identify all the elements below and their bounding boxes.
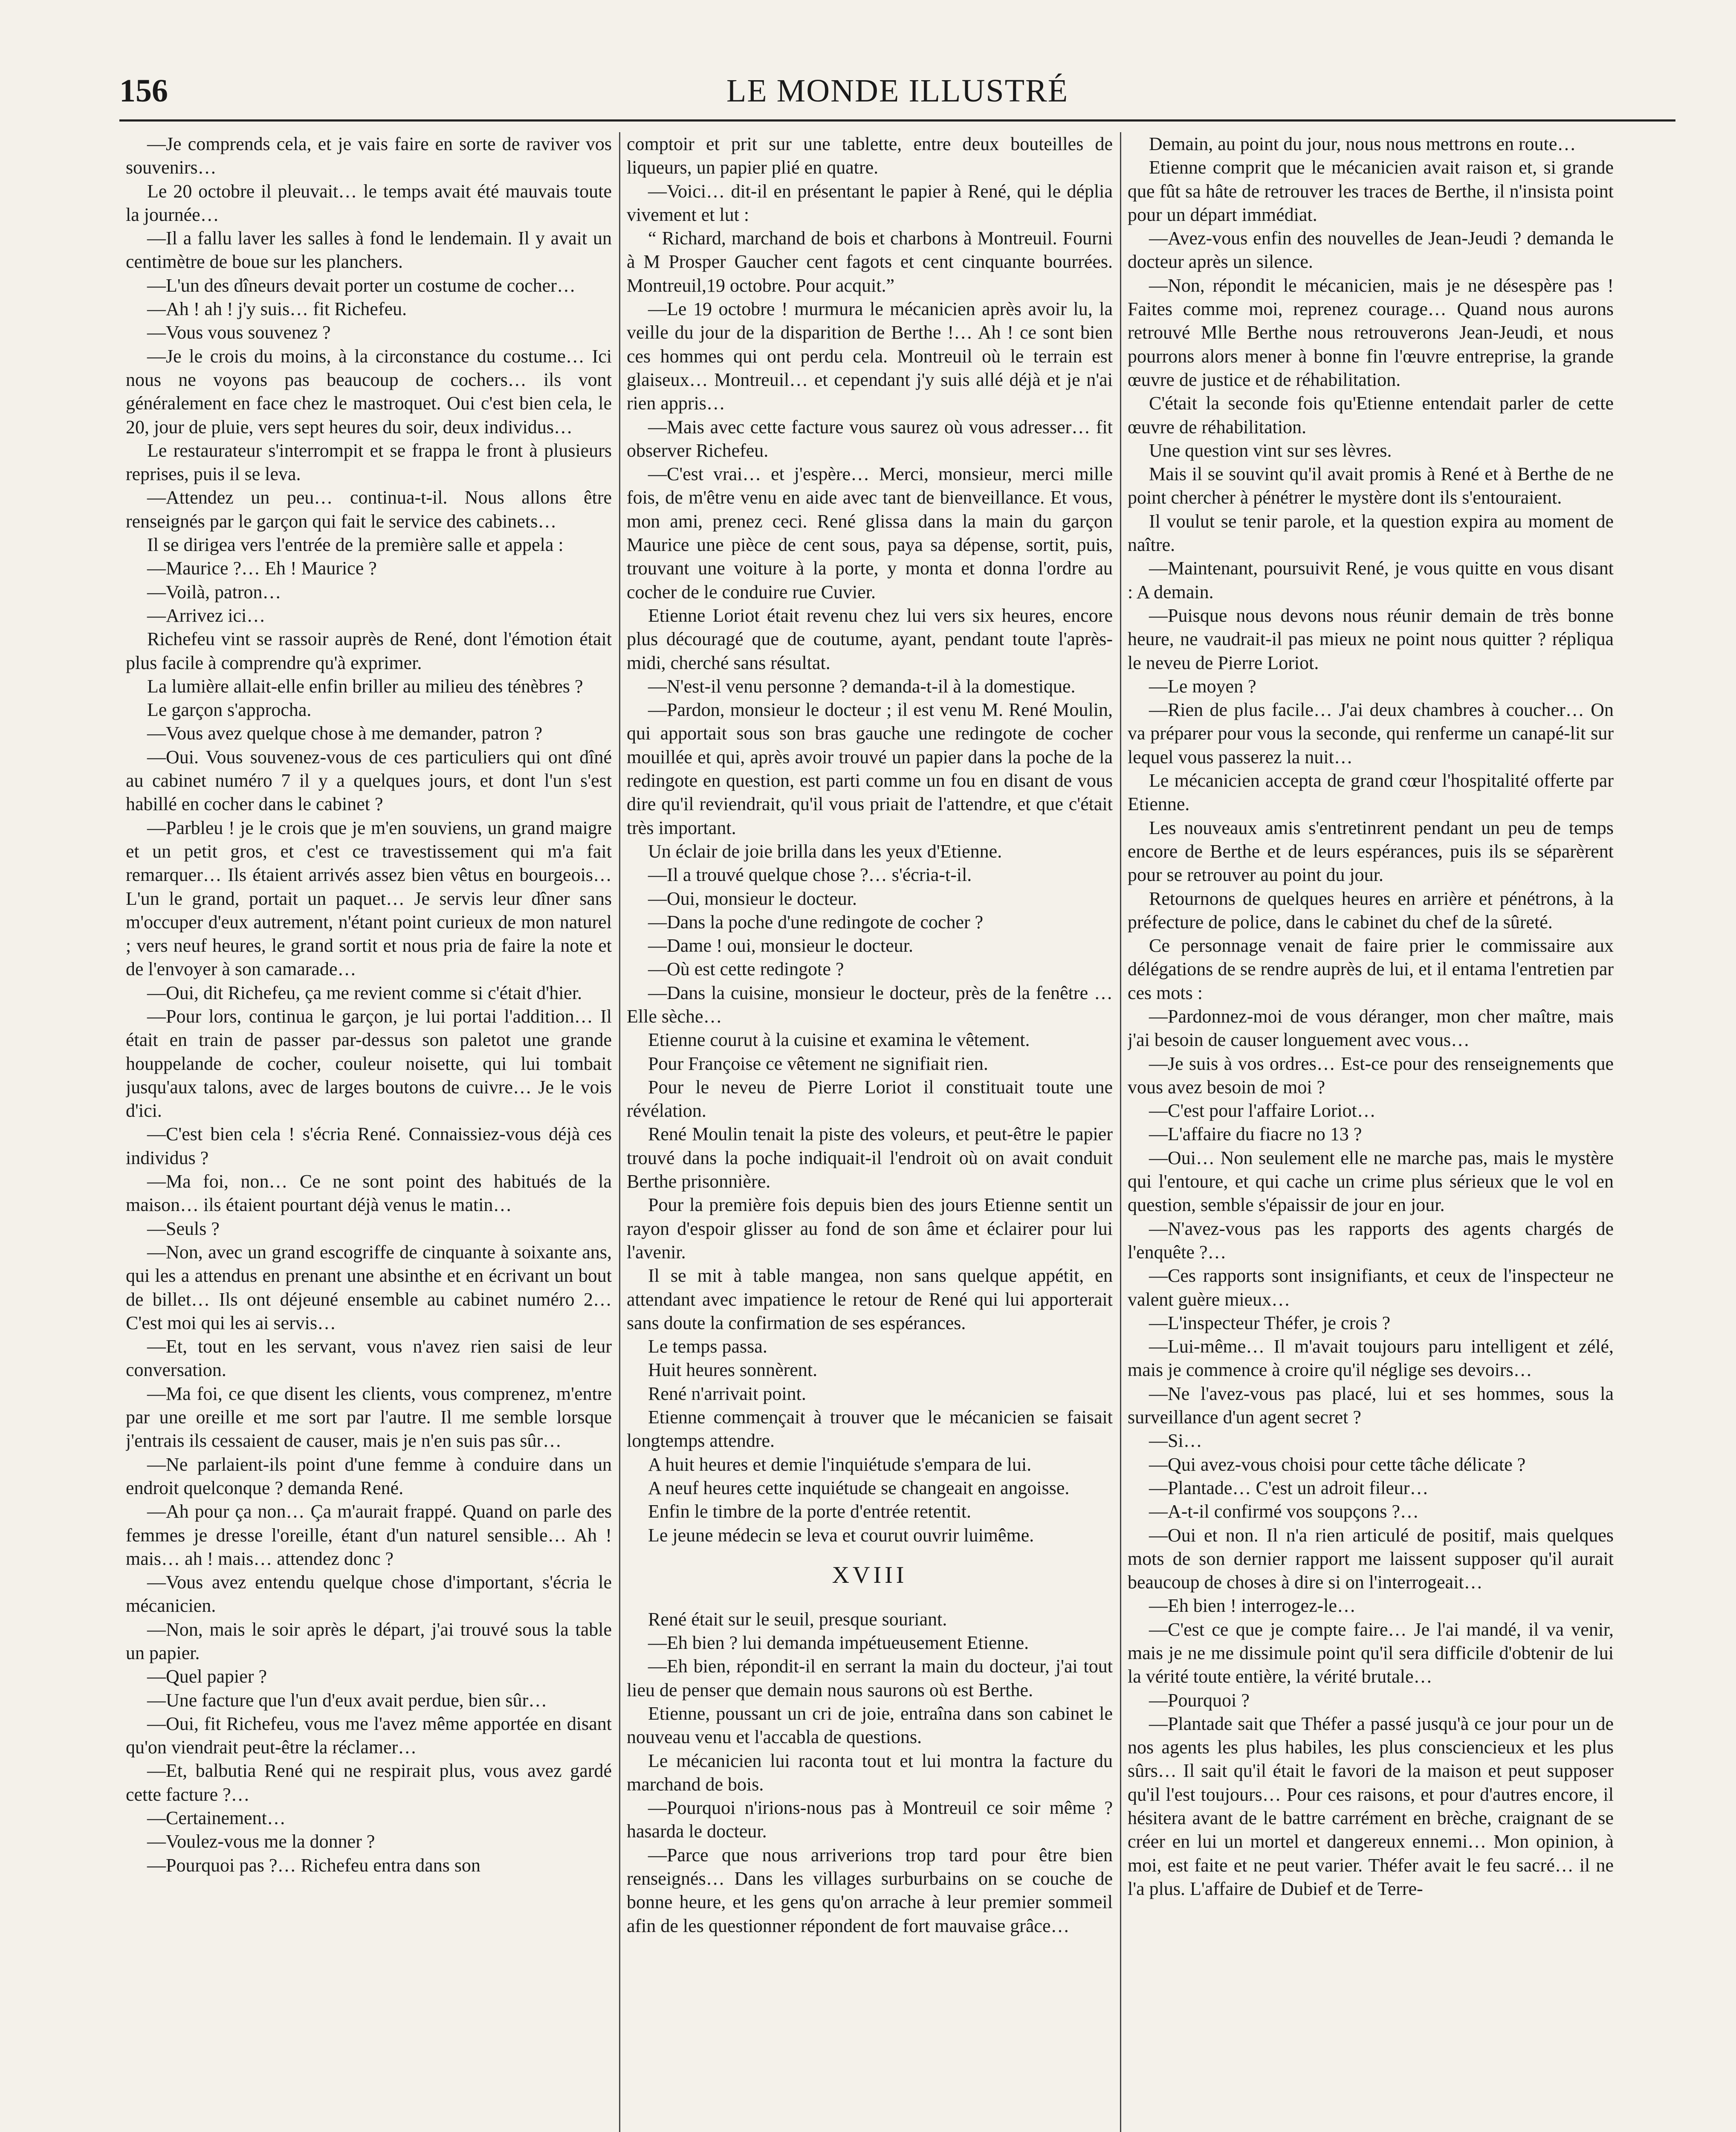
paragraph: —Vous avez entendu quelque chose d'important, s'écria le mécanicien. [126, 1572, 612, 1616]
paragraph: Etienne, poussant un cri de joie, entraîna dans son cabinet le nouveau venu et l'accabla de questions. [627, 1703, 1113, 1748]
paragraph: Un éclair de joie brilla dans les yeux d'Etienne. [648, 840, 1002, 862]
paragraph: —Si… [1149, 1430, 1202, 1451]
paragraph: —Non, répondit le mécanicien, mais je ne désespère pas ! Faites comme moi, reprenez courage… Quand nous aurons retrouvé Mlle Berthe nous retrouverons Jean-Jeudi, et nous pourrons alors mener à bonne fin l'œuvre entreprise, la grande œuvre de justice et de réhabilitation. [1128, 275, 1614, 390]
paragraph: Retournons de quelques heures en arrière et pénétrons, à la préfecture de police, dans le cabinet du chef de la sûreté. [1128, 888, 1614, 933]
paragraph: —Pourquoi ? [1149, 1689, 1250, 1711]
paragraph: A huit heures et demie l'inquiétude s'empara de lui. [648, 1454, 1032, 1475]
paragraph: Le mécanicien lui raconta tout et lui montra la facture du marchand de bois. [627, 1750, 1113, 1795]
paragraph: —Voici… dit-il en présentant le papier à René, qui le déplia vivement et lut : [627, 180, 1113, 225]
paragraph: —Le 19 octobre ! murmura le mécanicien après avoir lu, la veille du jour de la disparition de Berthe !… Ah ! ce sont bien ces hommes qui ont perdu cela. Montreuil où le terrain est glaiseux… Montreuil… et cependant j'y suis allé déjà et je n'ai rien appris… [627, 298, 1113, 414]
paragraph: Ce personnage venait de faire prier le commissaire aux délégations de se rendre auprès de lui, et il entama l'entretien par ces mots : [1128, 935, 1614, 1003]
paragraph: Une question vint sur ses lèvres. [1149, 440, 1392, 461]
column-divider [619, 132, 620, 2132]
paragraph: —Parce que nous arriverions trop tard pour être bien renseignés… Dans les villages surburbains on se couche de bonne heure, et les gens qu'on arrache à leur premier sommeil afin de les questionner répondent de fort mauvaise grâce… [627, 1844, 1113, 1936]
paragraph: —Voulez-vous me la donner ? [147, 1831, 375, 1852]
paragraph: —Ma foi, ce que disent les clients, vous comprenez, m'entre par une oreille et me sort par l'autre. Il me semble lorsque j'entrais ils cessaient de causer, mais je n'en suis pas sûr… [126, 1383, 612, 1451]
paragraph: —Parbleu ! je le crois que je m'en souviens, un grand maigre et un petit gros, et c'est ce travestissement qui m'a fait remarquer… Ils étaient arrivés assez bien vêtus en bourgeois… L'un le grand, portait un paquet… Je servis leur dîner sans m'occuper d'eux autrement, n'étant point curieux de mon naturel ; vers neuf heures, le grand sortit et nous pria de faire la note et de l'envoyer à son camarade… [126, 817, 612, 980]
paragraph: —Puisque nous devons nous réunir demain de très bonne heure, ne vaudrait-il pas mieux ne point nous quitter ? répliqua le neveu de Pierre Loriot. [1128, 605, 1614, 673]
paragraph: —C'est bien cela ! s'écria René. Connaissiez-vous déjà ces individus ? [126, 1124, 612, 1168]
paragraph: Demain, au point du jour, nous nous mettrons en route… [1149, 133, 1576, 154]
paragraph: —Je comprends cela, et je vais faire en sorte de raviver vos souvenirs… [126, 133, 612, 178]
paragraph: —Seuls ? [147, 1218, 220, 1239]
paragraph: —Certainement… [147, 1808, 286, 1829]
paragraph: Etienne courut à la cuisine et examina le vêtement. [648, 1029, 1030, 1051]
header-rule [119, 119, 1675, 122]
paragraph: —Oui. Vous souvenez-vous de ces particuliers qui ont dîné au cabinet numéro 7 il y a quelques jours, et dont l'un s'est habillé en cocher dans le cabinet ? [126, 746, 612, 815]
paragraph: —Non, avec un grand escogriffe de cinquante à soixante ans, qui les a attendus en prenant une absinthe et en écrivant un bout de billet… Ils ont déjeuné ensemble au cabinet numéro 2… C'est moi qui les ai servis… [126, 1241, 612, 1333]
paragraph: Il voulut se tenir parole, et la question expira au moment de naître. [1128, 510, 1614, 556]
paragraph: René était sur le seuil, presque souriant. [648, 1608, 947, 1630]
paragraph: —Pourquoi pas ?… Richefeu entra dans son [147, 1854, 481, 1876]
paragraph: La lumière allait-elle enfin briller au milieu des ténèbres ? [147, 675, 583, 697]
paragraph: comptoir et prit sur une tablette, entre deux bouteilles de liqueurs, un papier plié en quatre. [627, 133, 1113, 178]
paragraph: —Plantade sait que Théfer a passé jusqu'à ce jour pour un de nos agents les plus habiles, les plus consciencieux et les plus sûrs… Il sait qu'il était le favori de la maison et peut supposer qu'il l'est toujours… Pour ces raisons, et pour d'autres encore, il hésitera avant de le battre carrément en brèche, craignant de se créer en lui un mortel et dangereux ennemi… Mon opinion, à moi, est faite et ne peut varier. Théfer avait le feu sacré… il ne l'a plus. L'affaire de Dubief et de Terre- [1128, 1713, 1614, 1899]
column-divider [1120, 132, 1121, 2132]
paragraph: —Je le crois du moins, à la circonstance du costume… Ici nous ne voyons pas beaucoup de cochers… ils vont généralement en face chez le mastroquet. Oui c'est bien cela, le 20, jour de pluie, vers sept heures du soir, deux individus… [126, 345, 612, 437]
paragraph: C'était la seconde fois qu'Etienne entendait parler de cette œuvre de réhabilitation. [1128, 393, 1614, 437]
paragraph: —Ma foi, non… Ce ne sont point des habitués de la maison… ils étaient pourtant déjà venus le matin… [126, 1171, 612, 1216]
paragraph: —Et, balbutia René qui ne respirait plus, vous avez gardé cette facture ?… [126, 1760, 612, 1805]
paragraph: —L'inspecteur Théfer, je crois ? [1149, 1312, 1391, 1333]
paragraph: —Ah pour ça non… Ça m'aurait frappé. Quand on parle des femmes je dresse l'oreille, étant d'un naturel sensible… Ah ! mais… ah ! mais… attendez donc ? [126, 1501, 612, 1569]
paragraph: René n'arrivait point. [648, 1383, 806, 1404]
paragraph: Pour Françoise ce vêtement ne signifiait rien. [648, 1053, 988, 1074]
paragraph: —Qui avez-vous choisi pour cette tâche délicate ? [1149, 1454, 1526, 1475]
paragraph: Pour la première fois depuis bien des jours Etienne sentit un rayon d'espoir glisser au fond de son âme et éclairer pour lui l'avenir. [627, 1194, 1113, 1263]
paragraph: Le jeune médecin se leva et courut ouvrir luimême. [648, 1524, 1034, 1546]
paragraph: —N'avez-vous pas les rapports des agents chargés de l'enquête ?… [1128, 1218, 1614, 1263]
paragraph: —Lui-même… Il m'avait toujours paru intelligent et zélé, mais je commence à croire qu'il néglige ses devoirs… [1128, 1336, 1614, 1381]
paragraph: —Oui, fit Richefeu, vous me l'avez même apportée en disant qu'on viendrait peut-être la réclamer… [126, 1713, 612, 1758]
paragraph: Mais il se souvint qu'il avait promis à René et à Berthe de ne point chercher à pénétrer le mystère dont ils s'entouraient. [1128, 463, 1614, 508]
paragraph: —Attendez un peu… continua-t-il. Nous allons être renseignés par le garçon qui fait le service des cabinets… [126, 487, 612, 532]
chapter-heading: XVIII [832, 1561, 908, 1588]
paragraph: Le mécanicien accepta de grand cœur l'hospitalité offerte par Etienne. [1128, 770, 1614, 815]
paragraph: —Ces rapports sont insignifiants, et ceux de l'inspecteur ne valent guère mieux… [1128, 1265, 1614, 1310]
text-column-1 [126, 132, 612, 2132]
paragraph: —Pour lors, continua le garçon, je lui portai l'addition… Il était en train de passer par-dessus son paletot une grande houppelande de cocher, couleur noisette, qui lui tombait jusqu'aux talons, avec de larges boutons de cuivre… Je le vois d'ici. [126, 1005, 612, 1121]
paragraph: —Oui et non. Il n'a rien articulé de positif, mais quelques mots de son dernier rapport me laissent supposer qu'il aurait beaucoup de choses à dire si on l'interrogeait… [1128, 1524, 1614, 1593]
paragraph: —Maintenant, poursuivit René, je vous quitte en vous disant : A demain. [1128, 558, 1614, 603]
paragraph: Huit heures sonnèrent. [648, 1359, 818, 1381]
paragraph: —N'est-il venu personne ? demanda-t-il à la domestique. [648, 675, 1076, 697]
paragraph: Le 20 octobre il pleuvait… le temps avait été mauvais toute la journée… [126, 180, 612, 225]
paragraph: Le restaurateur s'interrompit et se frappa le front à plusieurs reprises, puis il se leva. [126, 440, 612, 485]
paragraph: —Oui, dit Richefeu, ça me revient comme si c'était d'hier. [147, 982, 582, 1003]
paragraph: —Ne parlaient-ils point d'une femme à conduire dans un endroit quelconque ? demanda René. [126, 1454, 612, 1498]
paragraph: Etienne Loriot était revenu chez lui vers six heures, encore plus découragé que de coutume, ayant, pendant toute l'après-midi, cherché sans résultat. [627, 605, 1113, 673]
paragraph: Pour le neveu de Pierre Loriot il constituait toute une révélation. [627, 1076, 1113, 1121]
paragraph: —Pourquoi n'irions-nous pas à Montreuil ce soir même ? hasarda le docteur. [627, 1797, 1113, 1842]
paragraph: —Et, tout en les servant, vous n'avez rien saisi de leur conversation. [126, 1336, 612, 1381]
paragraph: —Non, mais le soir après le départ, j'ai trouvé sous la table un papier. [126, 1619, 612, 1663]
page-number: 156 [119, 73, 168, 109]
paragraph: —Je suis à vos ordres… Est-ce pour des renseignements que vous avez besoin de moi ? [1128, 1053, 1614, 1098]
paragraph: René Moulin tenait la piste des voleurs, et peut-être le papier trouvé dans la poche indiquait-il l'endroit où on avait conduit Berthe prisonnière. [627, 1124, 1113, 1192]
page-header [119, 64, 1675, 111]
paragraph: —Une facture que l'un d'eux avait perdue, bien sûr… [147, 1689, 547, 1711]
paragraph: —Vous vous souvenez ? [147, 322, 331, 343]
paragraph: Le garçon s'approcha. [147, 699, 312, 721]
paragraph: —Rien de plus facile… J'ai deux chambres à coucher… On va préparer pour vous la seconde, qui renferme un canapé-lit sur lequel vous passerez la nuit… [1128, 699, 1614, 768]
paragraph: Etienne commençait à trouver que le mécanicien se faisait longtemps attendre. [627, 1407, 1113, 1451]
paragraph: —Pardon, monsieur le docteur ; il est venu M. René Moulin, qui apportait sous son bras gauche une redingote de cocher mouillée et qui, après avoir trouvé un papier dans la poche de la redingote en question, est parti comme un fou en disant de vous dire qu'il reviendrait, qu'il vous priait de l'attendre, et que c'était très important. [627, 699, 1113, 838]
text-column-2 [627, 132, 1113, 2132]
paragraph: —L'affaire du fiacre no 13 ? [1149, 1124, 1362, 1145]
paragraph: Enfin le timbre de la porte d'entrée retentit. [648, 1501, 972, 1522]
paragraph: A neuf heures cette inquiétude se changeait en angoisse. [648, 1477, 1070, 1498]
paragraph: Richefeu vint se rassoir auprès de René, dont l'émotion était plus facile à comprendre qu'à exprimer. [126, 629, 612, 673]
paragraph: —Il a trouvé quelque chose ?… s'écria-t-il. [648, 864, 972, 886]
text-column-3 [1128, 132, 1614, 2132]
paragraph: Les nouveaux amis s'entretinrent pendant un peu de temps encore de Berthe et de leurs espérances, puis ils se séparèrent pour se retrouver au point du jour. [1128, 817, 1614, 886]
paragraph: —L'un des dîneurs devait porter un costume de cocher… [147, 275, 576, 296]
paragraph: —C'est vrai… et j'espère… Merci, monsieur, merci mille fois, de m'être venu en aide avec tant de bienveillance. Et vous, mon ami, prenez ceci. René glissa dans la main du garçon Maurice une pièce de cent sous, paya sa dépense, sortit, puis, trouvant une voiture à la porte, y monta et donna l'ordre au cocher de le conduire rue Cuvier. [627, 463, 1113, 603]
paragraph: —Dans la cuisine, monsieur le docteur, près de la fenêtre … Elle sèche… [627, 982, 1113, 1027]
paragraph: —Arrivez ici… [147, 605, 266, 626]
paragraph: “ Richard, marchand de bois et charbons à Montreuil. Fourni à M Prosper Gaucher cent fagots et cent cinquante bourrées. Montreuil,19 octobre. Pour acquit.” [627, 228, 1113, 296]
paragraph: —Eh bien ! interrogez-le… [1149, 1595, 1356, 1616]
paragraph: Etienne comprit que le mécanicien avait raison et, si grande que fût sa hâte de retrouver les traces de Berthe, il n'insista point pour un départ immédiat. [1128, 157, 1614, 225]
paragraph: —C'est pour l'affaire Loriot… [1149, 1100, 1376, 1121]
paragraph: —Dans la poche d'une redingote de cocher ? [648, 911, 984, 933]
paragraph: —Quel papier ? [147, 1666, 267, 1687]
paragraph: —Maurice ?… Eh ! Maurice ? [147, 558, 377, 579]
paragraph: Il se dirigea vers l'entrée de la première salle et appela : [147, 534, 564, 556]
paragraph: —Le moyen ? [1149, 675, 1256, 697]
paragraph: Le temps passa. [648, 1336, 767, 1357]
paragraph: —Ne l'avez-vous pas placé, lui et ses hommes, sous la surveillance d'un agent secret ? [1128, 1383, 1614, 1428]
paragraph: —Oui… Non seulement elle ne marche pas, mais le mystère qui l'entoure, et qui cache un crime plus sérieux que le vol en question, semble s'épaissir de jour en jour. [1128, 1147, 1614, 1216]
paragraph: —Ah ! ah ! j'y suis… fit Richefeu. [147, 298, 407, 320]
paragraph: —A-t-il confirmé vos soupçons ?… [1149, 1501, 1419, 1522]
paragraph: —Où est cette redingote ? [648, 959, 844, 980]
paragraph: —Oui, monsieur le docteur. [648, 888, 857, 909]
paragraph: —Plantade… C'est un adroit fileur… [1149, 1477, 1429, 1498]
paragraph: —C'est ce que je compte faire… Je l'ai mandé, il va venir, mais je ne me dissimule point qu'il sera difficile d'obtenir de lui la vérité toute entière, la vérité brutale… [1128, 1619, 1614, 1687]
paragraph: —Dame ! oui, monsieur le docteur. [648, 935, 913, 956]
paragraph: —Avez-vous enfin des nouvelles de Jean-Jeudi ? demanda le docteur après un silence. [1128, 228, 1614, 272]
paragraph: —Voilà, patron… [147, 581, 281, 603]
paragraph: —Vous avez quelque chose à me demander, patron ? [147, 723, 543, 744]
paragraph: Il se mit à table mangea, non sans quelque appétit, en attendant avec impatience le retour de René qui lui apporterait sans doute la confirmation de ses espérances. [627, 1265, 1113, 1333]
paragraph: —Mais avec cette facture vous saurez où vous adresser… fit observer Richefeu. [627, 416, 1113, 461]
journal-title: LE MONDE ILLUSTRÉ [726, 73, 1069, 109]
paragraph: —Eh bien ? lui demanda impétueusement Etienne. [648, 1632, 1029, 1654]
paragraph: —Eh bien, répondit-il en serrant la main du docteur, j'ai tout lieu de penser que demain nous saurons où est Berthe. [627, 1656, 1113, 1700]
paragraph: —Pardonnez-moi de vous déranger, mon cher maître, mais j'ai besoin de causer longuement avec vous… [1128, 1005, 1614, 1051]
paragraph: —Il a fallu laver les salles à fond le lendemain. Il y avait un centimètre de boue sur les planchers. [126, 228, 612, 272]
